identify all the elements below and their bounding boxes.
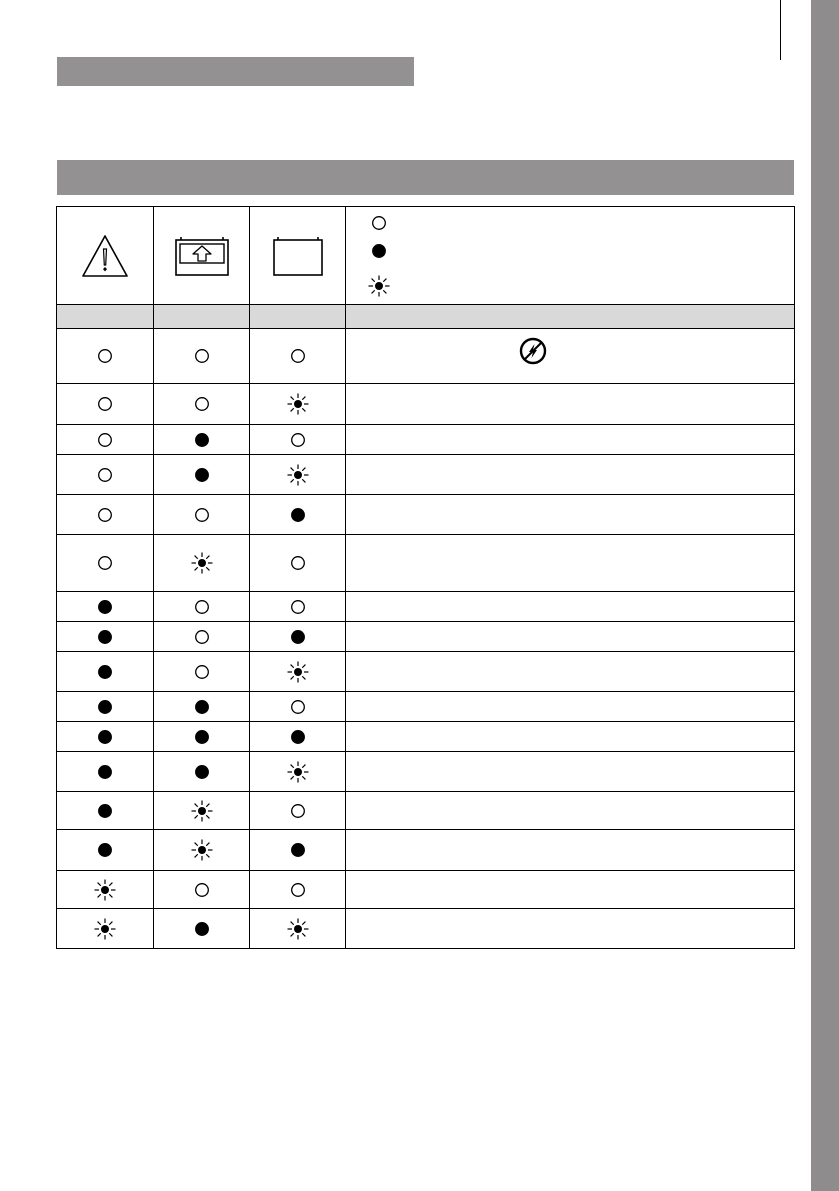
page-title — [57, 57, 414, 86]
charging-led-cell — [154, 384, 250, 425]
warning-column-header — [57, 207, 154, 305]
led-flash-icon — [287, 661, 309, 683]
led-on-icon — [287, 839, 309, 861]
led-off-icon — [287, 552, 309, 574]
column-label — [346, 305, 795, 329]
charging-led-cell — [154, 652, 250, 692]
led-off-icon — [287, 429, 309, 451]
table-row — [57, 329, 795, 384]
status-description — [346, 384, 795, 425]
battery-led-cell — [250, 495, 346, 535]
table-row — [57, 495, 795, 535]
warning-led-cell — [57, 909, 154, 949]
charging-led-cell — [154, 329, 250, 384]
led-on-icon — [94, 726, 116, 748]
battery-column-header — [250, 207, 346, 305]
led-off-icon — [191, 626, 213, 648]
led-off-icon — [191, 504, 213, 526]
table-header-row — [57, 207, 795, 305]
led-off-icon — [94, 345, 116, 367]
led-on-icon — [191, 464, 213, 486]
led-off-icon — [94, 464, 116, 486]
led-on-icon — [191, 918, 213, 940]
warning-led-cell — [57, 592, 154, 622]
side-tab — [811, 0, 839, 1191]
battery-led-cell — [250, 455, 346, 495]
status-description — [346, 792, 795, 830]
led-on-icon — [94, 661, 116, 683]
table-row — [57, 830, 795, 871]
warning-led-cell — [57, 425, 154, 455]
battery-led-cell — [250, 830, 346, 871]
battery-led-cell — [250, 792, 346, 830]
table-row — [57, 909, 795, 949]
led-on-icon — [94, 626, 116, 648]
warning-led-cell — [57, 722, 154, 752]
column-label — [154, 305, 250, 329]
battery-led-cell — [250, 425, 346, 455]
led-on-icon — [287, 726, 309, 748]
led-off-icon — [287, 879, 309, 901]
warning-led-cell — [57, 752, 154, 792]
warning-led-cell — [57, 830, 154, 871]
fault-symbol-icon — [518, 336, 548, 366]
warning-led-cell — [57, 692, 154, 722]
led-flash-icon — [94, 918, 116, 940]
battery-led-cell — [250, 535, 346, 592]
warning-led-cell — [57, 871, 154, 909]
battery-led-cell — [250, 652, 346, 692]
table-row — [57, 652, 795, 692]
led-on-icon — [94, 596, 116, 618]
table-row — [57, 455, 795, 495]
section-title — [57, 160, 794, 195]
warning-led-cell — [57, 535, 154, 592]
led-off-icon — [94, 393, 116, 415]
led-off-icon — [191, 661, 213, 683]
led-on-icon — [287, 626, 309, 648]
battery-led-cell — [250, 622, 346, 652]
led-off-icon — [287, 345, 309, 367]
led-flash-icon — [287, 464, 309, 486]
status-description — [346, 495, 795, 535]
status-description — [346, 692, 795, 722]
status-description — [346, 535, 795, 592]
status-description — [346, 722, 795, 752]
charging-led-cell — [154, 535, 250, 592]
led-off-icon — [287, 596, 309, 618]
led-flash-icon — [287, 761, 309, 783]
legend-off — [368, 212, 388, 232]
legend-on — [368, 240, 388, 260]
table-row — [57, 592, 795, 622]
status-description — [346, 909, 795, 949]
charging-led-cell — [154, 692, 250, 722]
battery-led-cell — [250, 752, 346, 792]
led-off-icon — [191, 393, 213, 415]
charging-led-cell — [154, 455, 250, 495]
charging-led-cell — [154, 830, 250, 871]
led-flash-icon — [191, 839, 213, 861]
charging-led-cell — [154, 871, 250, 909]
charging-led-cell — [154, 909, 250, 949]
warning-icon — [79, 232, 131, 280]
table-row — [57, 692, 795, 722]
led-off-icon — [191, 345, 213, 367]
charging-column-header — [154, 207, 250, 305]
table-row — [57, 384, 795, 425]
status-description — [346, 592, 795, 622]
table-row — [57, 722, 795, 752]
led-off-icon — [287, 800, 309, 822]
led-on-icon — [191, 429, 213, 451]
table-subheader-row — [57, 305, 795, 329]
warning-led-cell — [57, 792, 154, 830]
charging-led-cell — [154, 622, 250, 652]
battery-led-cell — [250, 871, 346, 909]
charging-led-cell — [154, 752, 250, 792]
led-on-icon — [191, 761, 213, 783]
warning-led-cell — [57, 329, 154, 384]
led-on-icon — [94, 839, 116, 861]
led-on-icon — [191, 696, 213, 718]
led-off-icon — [191, 879, 213, 901]
status-description — [346, 622, 795, 652]
table-row — [57, 752, 795, 792]
table-row — [57, 792, 795, 830]
status-description — [346, 871, 795, 909]
charging-led-cell — [154, 722, 250, 752]
led-legend — [346, 207, 795, 305]
status-description — [346, 752, 795, 792]
led-flash-icon — [287, 918, 309, 940]
warning-led-cell — [57, 495, 154, 535]
battery-led-cell — [250, 384, 346, 425]
battery-icon — [273, 236, 323, 276]
led-status-table — [56, 206, 795, 949]
led-flash-icon — [191, 800, 213, 822]
charging-led-cell — [154, 592, 250, 622]
warning-led-cell — [57, 455, 154, 495]
led-on-icon — [287, 504, 309, 526]
table-row — [57, 535, 795, 592]
warning-led-cell — [57, 622, 154, 652]
status-description — [346, 830, 795, 871]
status-description — [346, 329, 795, 384]
crop-mark — [780, 0, 781, 60]
led-flash-icon — [94, 879, 116, 901]
warning-led-cell — [57, 384, 154, 425]
column-label — [250, 305, 346, 329]
battery-led-cell — [250, 692, 346, 722]
legend-flash — [368, 275, 388, 295]
led-on-icon — [191, 726, 213, 748]
status-description — [346, 455, 795, 495]
battery-led-cell — [250, 909, 346, 949]
column-label — [57, 305, 154, 329]
led-off-icon — [94, 504, 116, 526]
table-row — [57, 871, 795, 909]
led-off-icon — [287, 696, 309, 718]
led-off-icon — [94, 552, 116, 574]
charging-led-cell — [154, 495, 250, 535]
status-description — [346, 652, 795, 692]
led-on-icon — [94, 761, 116, 783]
status-description — [346, 425, 795, 455]
led-flash-icon — [287, 393, 309, 415]
battery-led-cell — [250, 592, 346, 622]
led-on-icon — [94, 800, 116, 822]
battery-led-cell — [250, 722, 346, 752]
battery-led-cell — [250, 329, 346, 384]
led-off-icon — [94, 429, 116, 451]
charging-led-cell — [154, 792, 250, 830]
warning-led-cell — [57, 652, 154, 692]
charging-battery-icon — [175, 236, 229, 276]
led-off-icon — [191, 596, 213, 618]
table-row — [57, 425, 795, 455]
table-row — [57, 622, 795, 652]
led-on-icon — [94, 696, 116, 718]
charging-led-cell — [154, 425, 250, 455]
led-flash-icon — [191, 552, 213, 574]
